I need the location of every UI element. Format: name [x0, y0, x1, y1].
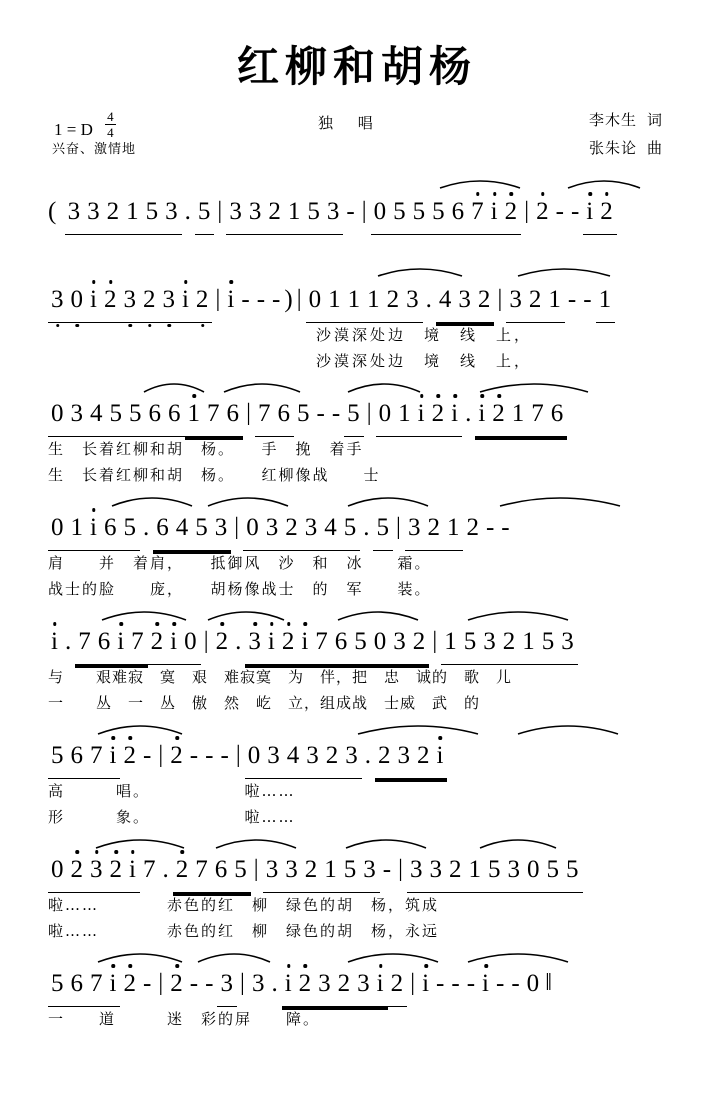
note-row: 0 2 3 2 i 7 . 2 7 6 5 | 3 3 2 1 5 3 - | 3 3 2 1 5 3 0 5 5: [48, 848, 666, 892]
lyric-row: 生 长着红柳和胡 杨。 红柳像战 士: [48, 466, 381, 484]
slur-marks: [48, 832, 666, 848]
note-row: 5 6 7 i 2 - | 2 - - - | 0 3 4 3 2 3 . 2 3 2 i: [48, 734, 666, 778]
time-signature-numerator: 4: [107, 109, 114, 124]
tempo-marking: 兴奋、激情地: [52, 142, 137, 157]
key-signature-text: 1 = D: [54, 120, 93, 139]
sheet-music-page: [0, 34, 714, 1093]
performance-style: 独 唱: [318, 114, 383, 132]
note-row: i . 7 6 i 7 2 i 0 | 2 . 3 i 2 i 7 6 5 0 3 2 | 1 5 3 2 1 5 3: [48, 620, 666, 664]
slur-marks: [48, 604, 666, 620]
time-signature: [105, 110, 116, 139]
credit-row: [589, 106, 662, 134]
note-row: ( 3 3 2 1 5 3 . 5 | 3 3 2 1 5 3 - | 0 5 5 5 6 7 i 2 | 2 - - i 2: [48, 190, 666, 234]
music-system: [48, 262, 666, 374]
credit-row: [589, 134, 662, 162]
slur-marks: [48, 174, 666, 190]
lyric-row: 与 艰难寂 寞 艰 难寂寞 为 伴，把 忠 诚的 歌 儿: [48, 668, 513, 686]
lyric-row: 战士的脸 庞， 胡杨像战士 的 军 装。: [48, 580, 432, 598]
page-title: 红柳和胡杨: [236, 42, 477, 91]
music-system: [48, 832, 666, 944]
lyric-row: 沙漠深处边 境 线 上，: [316, 326, 533, 344]
music-system: [48, 376, 666, 488]
lyric-row: 高 唱。 啦……: [48, 782, 296, 800]
slur-marks: [48, 946, 666, 962]
note-row: 0 3 4 5 5 6 6 1 7 6 | 7 6 5 - - 5 | 0 1 i 2 i . i 2 1 7 6: [48, 392, 666, 436]
note-row: 0 1 i 6 5 . 6 4 5 3 | 0 3 2 3 4 5 . 5 | 3 2 1 2 - -: [48, 506, 666, 550]
lyric-row: 沙漠深处边 境 线 上，: [316, 352, 533, 370]
slur-marks: [48, 262, 666, 278]
music-system: [48, 604, 666, 716]
lyricist-role: 词: [646, 111, 662, 129]
note-row: 5 6 7 i 2 - | 2 - - 3 | 3 . i 2 3 2 3 i 2 | i - - - i - - 0 ‖: [48, 962, 666, 1006]
lyric-row: 生 长着红柳和胡 杨。 手 挽 着手: [48, 440, 364, 458]
slur-marks: [48, 490, 666, 506]
music-system: [48, 174, 666, 260]
lyric-row: 啦…… 赤色的红 柳 绿色的胡 杨，筑成: [48, 896, 440, 914]
lyric-row: 形 象。 啦……: [48, 808, 296, 826]
lyric-row: 啦…… 赤色的红 柳 绿色的胡 杨，永远: [48, 922, 440, 940]
lyric-row: [48, 234, 666, 260]
key-signature: [54, 110, 116, 140]
slur-marks: [48, 376, 666, 392]
lyricist-name: 李木生: [588, 111, 637, 129]
score-metadata: [0, 106, 714, 172]
time-signature-denominator: 4: [107, 125, 114, 140]
slur-marks: [48, 718, 666, 734]
credits: [589, 106, 662, 162]
lyric-row: 一 丛 一 丛 傲 然 屹 立，组成战 士威 武 的: [48, 694, 481, 712]
lyric-row: 一 道 迷 彩的屏 障。: [48, 1010, 321, 1028]
lyric-row: 肩 并 着肩， 抵御风 沙 和 冰 霜。: [48, 554, 432, 572]
composer-role: 曲: [646, 139, 662, 157]
composer-name: 张朱论: [588, 139, 637, 157]
note-row: 3 0 i 2 3 2 3 i 2 | i - - - ) | 0 1 1 1 2 3 . 4 3 2 | 3 2 1 - - 1: [48, 278, 666, 322]
music-system: [48, 490, 666, 602]
music-system: [48, 946, 666, 1032]
score-systems: [0, 174, 714, 1032]
music-system: [48, 718, 666, 830]
